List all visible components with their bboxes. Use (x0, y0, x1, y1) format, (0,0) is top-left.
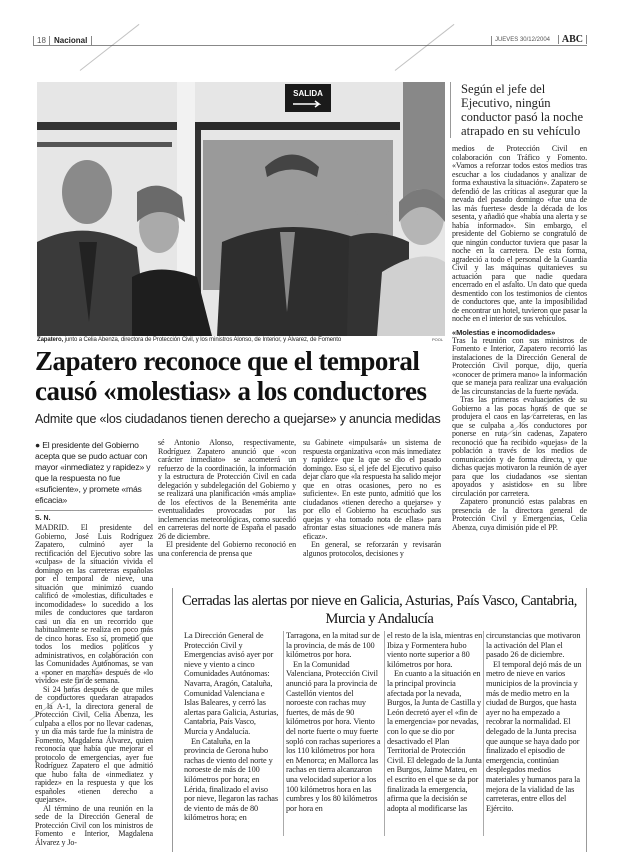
paragraph: La Dirección General de Protección Civil y Emergencias avisó ayer por nieve y viento a cinco Comunidades Autónomas: Navarra, Aragón, Cataluña, Comunidad Valenciana e Islas Baleares, y cerró las alertas para Galicia, Asturias, Cantabria, País Vasco, Murcia y Andalucía. (184, 631, 279, 736)
paragraph: sé Antonio Alonso, respectivamente, Rodríguez Zapatero anunció que «con carácter inmediato» se acometerá un refuerzo de la coordinación, la información y la estructura de Protección Civil en cada delegación y subdelegación del Gobierno y se realizará una planificación «más amplia» de los efectivos de la Benemérita ante eventualidades provocadas por las inclemencias meteorológicas, como sucedió en carreteras del norte de España el pasado 26 de diciembre. (158, 438, 296, 541)
exit-sign: SALIDA (293, 89, 323, 98)
paragraph: el resto de la isla, mientras en Ibiza y Formentera hubo viento norte superior a 80 kilómetros por hora. (387, 631, 483, 669)
sidebar-column-2 (286, 631, 382, 813)
paragraph: Si 24 horas después de que miles de conductores quedaran atrapados en la A-1, la directora general de Protección Civil, Celia Abenza, les culpaba a ellos por no llevar cadenas, y un día más tarde fue la ministra de Fomento, Magdalena Álvarez, quien reconocía que había que mejorar el protocolo de emergencias, ayer fue Rodríguez Zapatero el que admitió que hubo falta de «inmediatez y rapidez» en la respuesta y que los españoles «tienen derecho a quejarse». (35, 684, 153, 804)
page-header (33, 36, 587, 46)
paragraph: Tras las primeras evaluaciones de su Gobierno a las pocas horas de que se produjera el caos en las carreteras, en las que se culpaba a los conductores por ponerse en ruta sin cadenas, Zapatero reconoció que ha recibido «quejas» de la población a través de los medios de comunicación y de forma directa, y que dichas quejas motivaron la reunión de ayer para que los ciudadanos «se sientan apoyados y asistidos» en su libre circulación por carretera. (452, 395, 587, 498)
lead-summary (35, 440, 153, 511)
paragraph: El temporal dejó más de un metro de nieve en varios municipios de la provincia y más de medio metro en la ciudad de Burgos, que hasta ayer no ha empezado a recobrar la normalidad. El delegado de la Junta precisa que aunque se haya dado por finalizado el episodio de emergencia, continúan desplegados medios materiales y humanos para la mejora de la vialidad de las carreteras, entre ellos del Ejército. (486, 659, 582, 813)
watermark-line (80, 24, 140, 71)
sidebar-box (172, 588, 587, 852)
paragraph: Tras la reunión con sus ministros de Fomento e Interior, Zapatero recorrió las instalaciones de la Dirección General de Protección Civil porque, dijo, quería «conocer de primera mano» la información que se maneja para realizar una evaluación de las circunstancias de la fuerte nevada. (452, 335, 587, 396)
paragraph: En cuanto a la situación en la principal provincia afectada por la nevada, Burgos, la Junta de Castilla y León decretó ayer el «fin de la emergencia» por nevadas, con lo que se dio por desactivado el Plan Territorial de Protección Civil. El delegado de la Junta en Burgos, Jaime Mateu, en el escrito en el que se da por finalizada la emergencia, afirma que la decisión se adopta al modificarse las (387, 669, 482, 813)
sidebar-title: Cerradas las alertas por nieve en Galicia, Asturias, País Vasco, Cantabria, Murcia y Andalucía (182, 593, 577, 627)
body-column-3 (303, 439, 441, 558)
paragraph: MADRID. El presidente del Gobierno, José Luis Rodríguez Zapatero, culminó ayer la rectificación del Ejecutivo sobre las «culpas» de la situación vivida el domingo en las carreteras españolas por el temporal de nieve, una situación que minimizó cuando calificó de «molestias, dificultades e incomodidades» lo sucedido a los miles de conductores que tardaron casi un día en un recorrido que habitualmente se realiza en poco más de cinco horas. Eso sí, prometió que todos los medios políticos y administrativos, en colaboración con las Comunidades Autónomas, se van a «poner en marcha» después de «lo vivido» este fin de semana. (35, 523, 153, 685)
photo-caption (37, 337, 427, 343)
subheadline: Admite que «los ciudadanos tienen derecho a quejarse» y anuncia medidas (35, 412, 441, 426)
section-name: Nacional (49, 36, 92, 45)
section-subheading: «Molestias e incomodidades» (452, 327, 556, 337)
paragraph: El presidente del Gobierno reconoció en una conferencia de prensa que (158, 540, 296, 558)
sidebar-column-1 (184, 631, 280, 823)
headline (35, 346, 445, 406)
caption-name: Zapatero, (37, 337, 64, 343)
sidebar-column-4 (486, 631, 582, 813)
sidebar-column-3 (387, 631, 483, 813)
body-column-2 (158, 439, 296, 558)
watermark-line (395, 24, 455, 71)
column-divider (384, 631, 385, 836)
issue-date: JUEVES 30/12/2004 (491, 36, 553, 45)
paragraph: Zapatero pronunció estas palabras en presencia de la directora general de Protección Civil y Emergencias, Celia Abenza, cuya dimisión pide el PP. (452, 497, 587, 532)
body-column-1 (35, 524, 153, 847)
paragraph: medios de Protección Civil en colaboración con Tráfico y Fomento. «Vamos a reforzar todos estos medios tras escuchar a los ciudadanos y analizar de forma exhaustiva la situación». Zapatero se defendió de las críticas al asegurar que la nevada del pasado domingo «fue una de las más fuertes» desde la década de los sesenta, y añadió que «había una alerta y se había informado». Sin embargo, el presidente del Gobierno se congratuló de que ningún conductor tuviera que pasar la noche en la carretera. De esta forma, agradeció a todo el personal de la Guardia Civil y las máquinas quitanieves su actuación para que nadie quedara encerrado en el asfalto. Un dato que queda desmentido con los testimonios de cientos de conductores que, ante la imposibilidad de encontrar un hotel, tuvieron que pasar la noche en el interior de sus vehículos. (452, 144, 587, 323)
byline: S. N. (35, 515, 51, 522)
lead-text: El presidente del Gobierno acepta que se pudo actuar con mayor «inmediatez y rapidez» y que la respuesta no fue «suficiente», y promete «más eficacia» (35, 440, 151, 505)
column-divider (483, 631, 484, 836)
paragraph: Tarragona, en la mitad sur de la provincia, de más de 100 kilómetros por hora. (286, 631, 380, 660)
body-column-4 (452, 145, 587, 532)
pull-quote: Según el jefe del Ejecutivo, ningún conductor pasó la noche atrapado en su vehículo (450, 82, 587, 138)
bullet-icon: ● (35, 440, 43, 450)
paragraph: Al término de una reunión en la sede de la Dirección General de Protección Civil con los ministros de Fomento e Interior, Magdalena Álvarez y Jo- (35, 803, 153, 847)
paragraph: su Gabinete «impulsará» un sistema de respuesta organizativa «con más inmediatez y rapidez» que la que se dio el pasado domingo. Eso sí, el jefe del Ejecutivo quiso dejar claro que «la respuesta ha salido mejor que en otras ocasiones, pero no es suficiente». En este punto, admitió que los ciudadanos «tienen derecho a quejarse» y por ello el Gobierno ha escuchado sus quejas y «ha tomado nota de ellas» para afrontar estas situaciones «de manera más eficaz». (303, 438, 441, 541)
news-photo (37, 82, 445, 336)
newspaper-logo: ABC (558, 35, 587, 44)
page-number: 18 (33, 36, 49, 45)
paragraph: En Cataluña, en la provincia de Gerona hubo rachas de viento del norte y noroeste de más de 100 kilómetros por hora; en Lérida, finalizado el aviso por nieve, llegaron las rachas de viento de más de 80 kilómetros hora; en (184, 736, 278, 823)
paragraph: circunstancias que motivaron la activación del Plan el pasado 26 de diciembre. (486, 631, 581, 660)
photo-credit: POOL (432, 337, 444, 342)
headline-line-2: causó «molestias» a los conductores (35, 376, 427, 406)
paragraph: En la Comunidad Valenciana, Protección Civil anunció para la provincia de Castellón vientos del noroeste con rachas muy fuertes, de más de 90 kilómetros por hora. Viento del norte fuerte o muy fuerte sopló con rachas superiores a los 110 kilómetros por hora en Menorca; en Mallorca las rachas en tierra alcanzaron una velocidad superior a los 100 kilómetros hora en las cumbres y los 80 kilómetros por hora en (286, 659, 381, 813)
column-divider (283, 631, 284, 836)
paragraph: En general, se reforzarán y revisarán algunos protocolos, decisiones y (303, 540, 441, 558)
caption-text: junto a Celia Abenza, directora de Protección Civil, y los ministros Alonso, de Interior, y Álvarez, de Fomento (63, 337, 342, 343)
headline-line-1: Zapatero reconoce que el temporal (35, 346, 420, 376)
